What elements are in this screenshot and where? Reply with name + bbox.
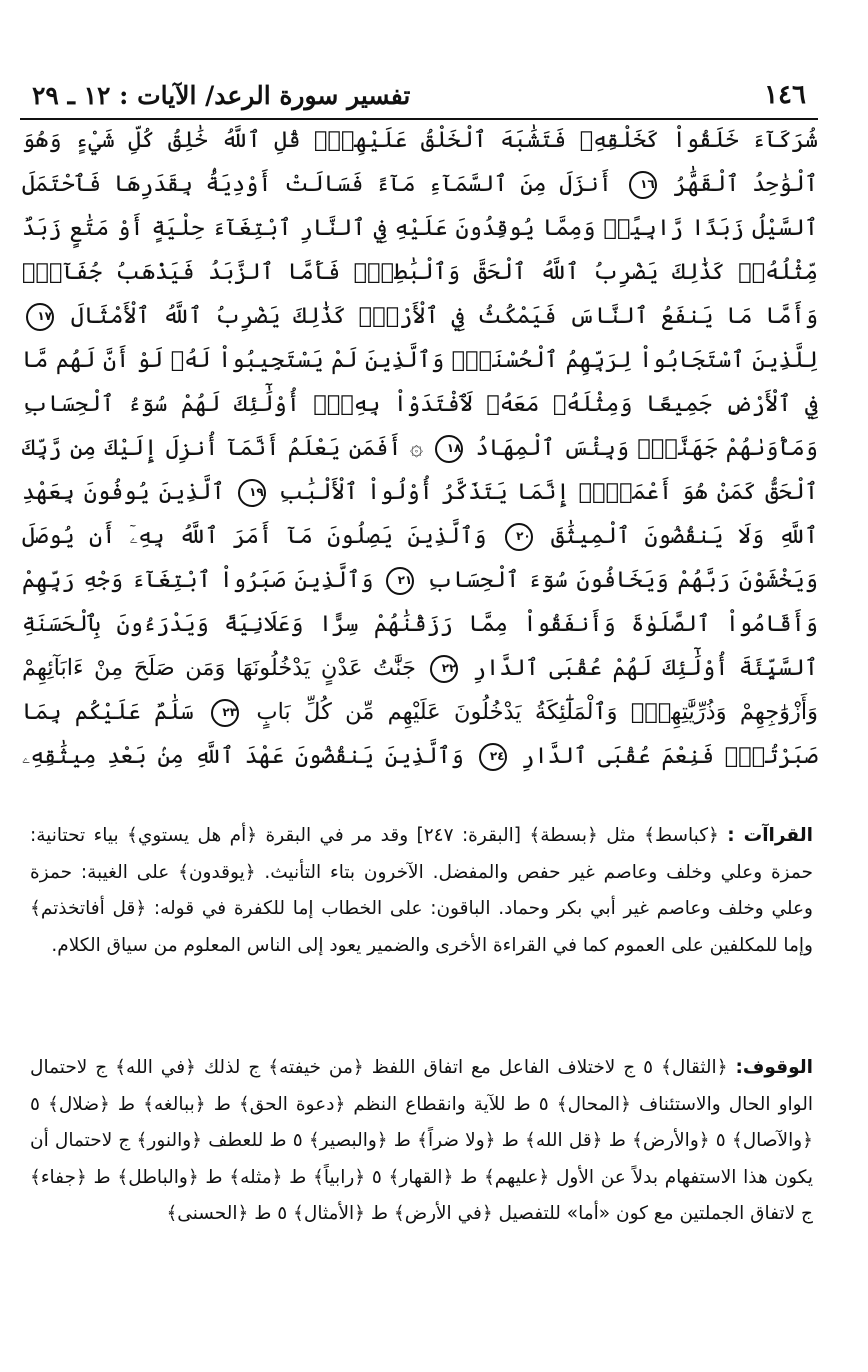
readings-text: ﴿كباسط﴾ مثل ﴿بسطة﴾ [البقرة: ٢٤٧] وقد مر في البقرة ﴿أم هل يستوي﴾ بياء تحتانية: حمزة وعلي وخلف وعاصم غير حفص والمفضل. الآخرون بتاء التأنيث. ﴿يوقدون﴾ على الغيبة: حمزة وعلي وخلف وعاصم غير أبي بكر وحماد. الباقون: على الخطاب إما للكفرة في قوله: ﴿قل أفاتخذتم﴾ وإما للمكلفين على العموم كما في القراءة الأخرى والضمير يعود إلى الناس المعلوم من سياق الكلام. [30,825,813,956]
verse-text: شُرَكَآءَ خَلَقُواْ كَخَلْقِهِۦ فَتَشَٰبَهَ ٱلْخَلْقُ عَلَيْهِمْۚ قُلِ ٱللَّهُ خَٰلِقُ كُلِّ شَيْءٍ وَهُوَ ٱلْوَٰحِدُ ٱلْقَهَّٰرُ [22,127,818,197]
verse-text: وَٱلَّذِينَ يَنقُضُونَ عَهْدَ ٱللَّهِ مِنۢ بَعْدِ مِيثَٰقِهِۦ [22,743,464,769]
ayah-number-marker: ٢٤ [479,743,507,771]
running-title: تفسير سورة الرعد/ الآيات : ١٢ ـ ٢٩ [32,81,411,110]
readings-section [30,818,813,964]
ayah-number-marker: ١٩ [238,479,266,507]
verse-text: جَنَّٰتُ عَدْنٍ يَدْخُلُونَهَا وَمَن صَلَحَ مِنْ ءَابَآئِهِمْ وَأَزْوَٰجِهِمْ وَذُرِّيَّٰتِهِمْۖ وَٱلْمَلَٰٓئِكَةُ يَدْخُلُونَ عَلَيْهِم مِّن كُلِّ بَابٍ [22,655,818,725]
verse-text: ٱلَّذِينَ يُوفُونَ بِعَهْدِ ٱللَّهِ وَلَا يَنقُضُونَ ٱلْمِيثَٰقَ [22,479,818,549]
verse-text: ۞ أَفَمَن يَعْلَمُ أَنَّمَآ أُنزِلَ إِلَيْكَ مِن رَّبِّكَ ٱلْحَقُّ كَمَنْ هُوَ أَعْمَىٰٓۚ إِنَّمَا يَتَذَكَّرُ أُوْلُواْ ٱلْأَلْبَٰبِ [22,435,818,505]
ayah-number-marker: ١٨ [435,435,463,463]
pauses-label: الوقوف: [735,1057,813,1078]
verse-text: وَٱلَّذِينَ صَبَرُواْ ٱبْتِغَآءَ وَجْهِ رَبِّهِمْ وَأَقَامُواْ ٱلصَّلَوٰةَ وَأَنفَقُواْ مِمَّا رَزَقْنَٰهُمْ سِرًّا وَعَلَانِيَةً وَيَدْرَءُونَ بِٱلْحَسَنَةِ ٱلسَّيِّئَةَ أُوْلَٰٓئِكَ لَهُمْ عُقْبَى ٱلدَّارِ [22,567,818,681]
readings-label: القراآت : [727,825,813,846]
ayah-number-marker: ٢٢ [430,655,458,683]
ayah-number-marker: ٢٣ [211,699,239,727]
pauses-text: ﴿الثقال﴾ ٥ ج لاختلاف الفاعل مع اتفاق اللفظ ﴿من خيفته﴾ ج لذلك ﴿في الله﴾ ج لاحتمال الواو الحال والاستئناف ﴿المحال﴾ ٥ ط للآية وانقطاع النظم ﴿دعوة الحق﴾ ط ﴿ببالغه﴾ ط ﴿ضلال﴾ ٥ ﴿والآصال﴾ ٥ ﴿والأرض﴾ ط ﴿قل الله﴾ ط ﴿ولا ضراً﴾ ط ﴿والبصير﴾ ٥ ط للعطف ﴿والنور﴾ ج لاحتمال أن يكون هذا الاستفهام بدلاً عن الأول ﴿عليهم﴾ ط ﴿القهار﴾ ٥ ﴿رابياً﴾ ط ﴿مثله﴾ ط ﴿والباطل﴾ ط ﴿جفاء﴾ ج لاتفاق الجملتين مع كون «أما» للتفصيل ﴿في الأرض﴾ ط ﴿الأمثال﴾ ٥ ط ﴿الحسنى﴾ [30,1057,813,1224]
verse-text: أَنزَلَ مِنَ ٱلسَّمَآءِ مَآءً فَسَالَتْ أَوْدِيَةُۢ بِقَدَرِهَا فَٱحْتَمَلَ ٱلسَّيْلُ زَبَدًا رَّابِيًاۖ وَمِمَّا يُوقِدُونَ عَلَيْهِ فِي ٱلنَّارِ ٱبْتِغَآءَ حِلْيَةٍ أَوْ مَتَٰعٍ زَبَدٌ مِّثْلُهُۥۚ كَذَٰلِكَ يَضْرِبُ ٱللَّهُ ٱلْحَقَّ وَٱلْبَٰطِلَۚ فَأَمَّا ٱلزَّبَدُ فَيَذْهَبُ جُفَآءًۖ وَأَمَّا مَا يَنفَعُ ٱلنَّاسَ فَيَمْكُثُ فِي ٱلْأَرْضِۚ كَذَٰلِكَ يَضْرِبُ ٱللَّهُ ٱلْأَمْثَالَ [22,171,818,329]
ayah-number-marker: ٢١ [386,567,414,595]
verse-text: سَلَٰمٌ عَلَيْكُم بِمَا صَبَرْتُمْۚ فَنِعْمَ عُقْبَى ٱلدَّارِ [22,699,818,769]
page-header [20,64,818,120]
ayah-number-marker: ١٧ [26,303,54,331]
pauses-section [30,1050,813,1233]
verse-text: لِلَّذِينَ ٱسْتَجَابُواْ لِرَبِّهِمُ ٱلْحُسْنَىٰۚ وَٱلَّذِينَ لَمْ يَسْتَجِيبُواْ لَهُۥ لَوْ أَنَّ لَهُم مَّا فِي ٱلْأَرْضِ جَمِيعًا وَمِثْلَهُۥ مَعَهُۥ لَٱفْتَدَوْاْ بِهِۦٓۚ أُوْلَٰٓئِكَ لَهُمْ سُوٓءُ ٱلْحِسَابِ وَمَأْوَىٰهُمْ جَهَنَّمُۖ وَبِئْسَ ٱلْمِهَادُ [22,347,818,461]
ayah-number-marker: ١٦ [629,171,657,199]
quran-verses-block [22,118,818,778]
ayah-number-marker: ٢٠ [505,523,533,551]
verse-text: وَٱلَّذِينَ يَصِلُونَ مَآ أَمَرَ ٱللَّهُ بِهِۦٓ أَن يُوصَلَ وَيَخْشَوْنَ رَبَّهُمْ وَيَخَافُونَ سُوٓءَ ٱلْحِسَابِ [22,523,818,593]
page-number: ١٤٦ [764,80,806,110]
